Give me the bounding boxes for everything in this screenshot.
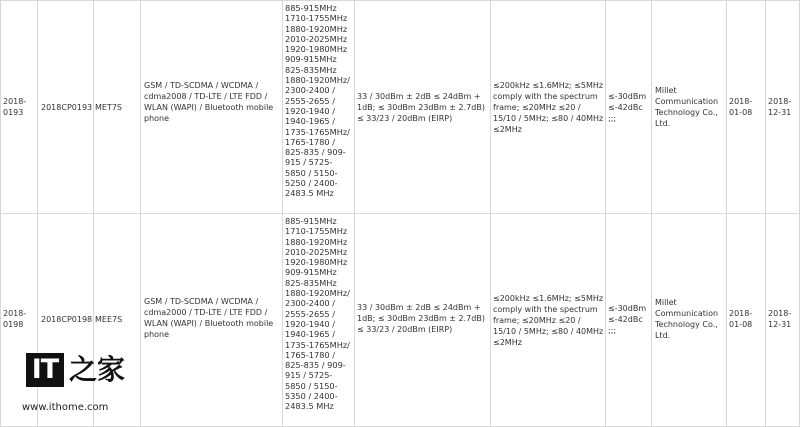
column-divider [726,0,727,427]
cell-power: 33 / 30dBm ± 2dB ≤ 24dBm + 1dB; ≤ 30dBm 23dBm ± 2.7dB) ≤ 33/23 / 20dBm (EIRP) [357,92,485,123]
column-divider [490,0,491,427]
cell-frequency: 885-915MHz 1710-1755MHz 1880-1920MHz 2010-2025MHz 1920-1980MHz 909-915MHz 825-835MHz 1880-1920MHz/ 2300-2400 / 2555-2655 / 1920-1940 / 1940-1965 / 1735-1765MHz/ 1765-1780 / 825-835 / 909- 915 / 5725- 5850 / 5150- 5250 / 2400- 2483.5 MHz [285,3,350,199]
column-divider [605,0,606,427]
cell-issue-date: 2018- 01-08 [729,97,753,117]
cell-frequency: 885-915MHz 1710-1755MHz 1880-1920MHz 2010-2025MHz 1920-1980MHz 909-915MHz 825-835MHz 1880-1920MHz/ 2300-2400 / 2555-2655 / 1920-1940 / 1940-1965 / 1735-1765MHz/ 1765-1780 / 825-835 / 909- 915 / 5725- 5850 / 5150- 5350 / 2400- 2483.5 MHz [285,216,350,412]
cell-power: 33 / 30dBm ± 2dB ≤ 24dBm + 1dB; ≤ 30dBm 23dBm ± 2.7dB) ≤ 33/23 / 20dBm (EIRP) [357,303,485,334]
column-divider [0,0,1,427]
it-logo-mark: IT [26,353,64,387]
cell-bandwidth: ≤200kHz ≤1.6MHz; ≤5MHz comply with the spectrum frame; ≤20MHz ≤20 / 15/10 / 5MHz; ≤80 / 40MHz ≤2MHz [493,81,604,134]
cell-applicant: Millet Communication Technology Co., Ltd. [655,298,719,340]
cell-issue-date: 2018- 01-08 [729,309,753,329]
cell-spurious: ≤-30dBm ≤-42dBc ;;; [608,92,647,123]
cell-model: MEE7S [95,315,123,324]
column-divider [354,0,355,427]
ithome-watermark [22,353,132,415]
cell-product: GSM / TD-SCDMA / WCDMA / cdma2008 / TD-LTE / LTE FDD / WLAN (WAPI) / Bluetooth mobile phone [144,81,274,123]
cell-certificate: 2018CP0198 [41,315,93,324]
cell-bandwidth: ≤200kHz ≤1.6MHz; ≤5MHz comply with the spectrum frame; ≤20MHz ≤20 / 15/10 / 5MHz; ≤80 / 40MHz ≤2MHz [493,294,604,347]
cell-number: 2018- 0193 [3,97,27,117]
row-divider [0,213,800,214]
cell-number: 2018- 0198 [3,309,27,329]
cell-spurious: ≤-30dBm ≤-42dBc ;;; [608,304,647,335]
logo-url: www.ithome.com [22,402,109,413]
cell-applicant: Millet Communication Technology Co., Ltd. [655,86,719,128]
column-divider [282,0,283,427]
cell-product: GSM / TD-SCDMA / WCDMA / cdma2000 / TD-LTE / LTE FDD / WLAN (WAPI) / Bluetooth mobile phone [144,297,274,339]
logo-chinese-text: 之家 [69,353,126,386]
cell-model: MET7S [95,103,123,112]
cell-valid-date: 2018- 12-31 [768,97,792,117]
column-divider [651,0,652,427]
column-divider [765,0,766,427]
row-divider [0,0,800,1]
cell-valid-date: 2018- 12-31 [768,309,792,329]
cell-certificate: 2018CP0193 [41,103,93,112]
column-divider [140,0,141,427]
